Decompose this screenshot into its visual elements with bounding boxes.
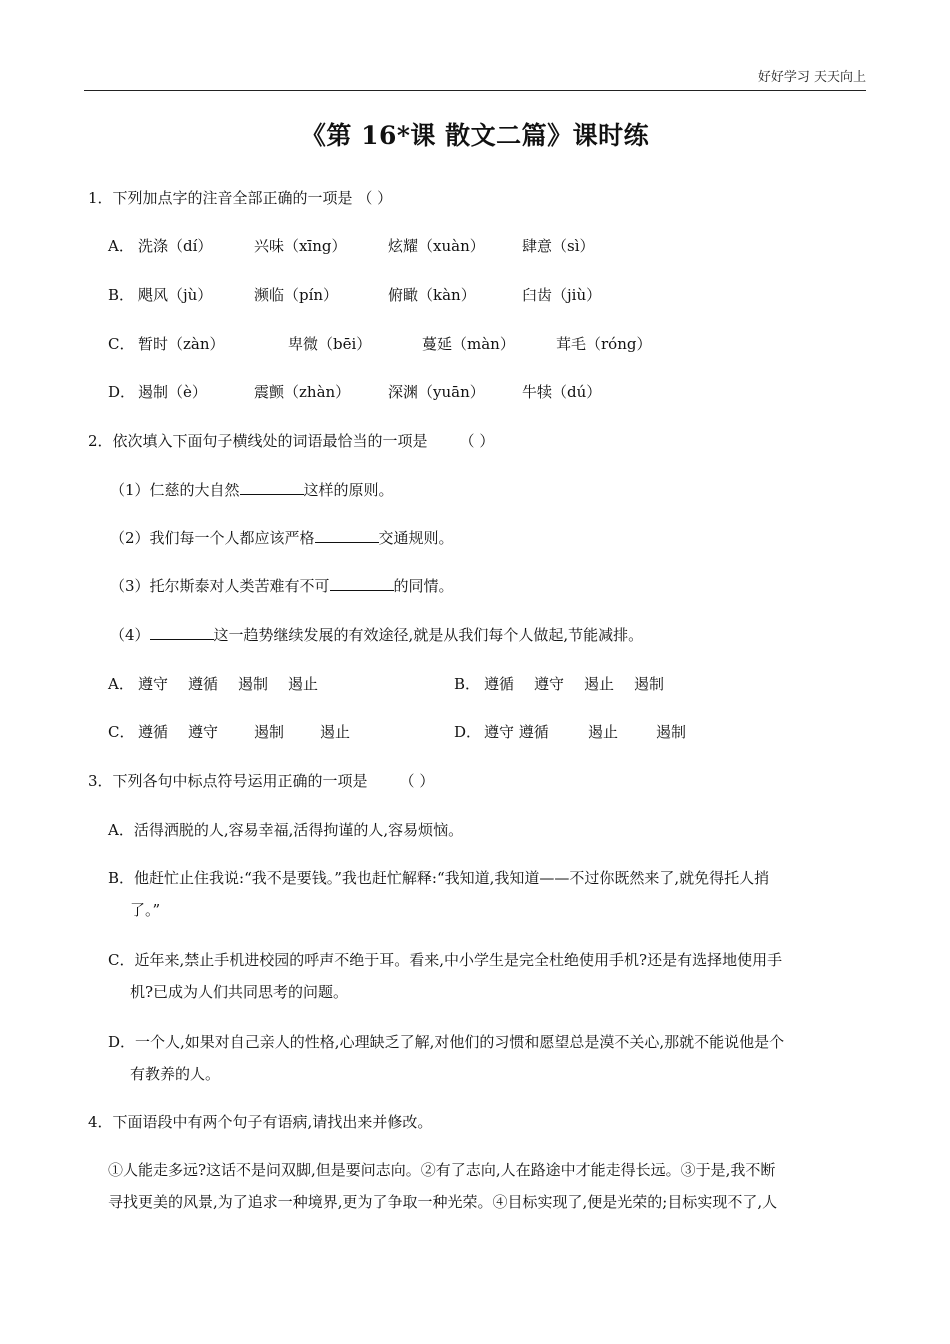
option-label: C． — [108, 951, 135, 969]
option-item: 遏止 — [584, 675, 615, 693]
option-label: B． — [454, 675, 481, 693]
option-item: 遵守 — [138, 675, 169, 693]
sentence-text: （1）仁慈的大自然 — [110, 481, 240, 499]
option-item: 深渊（yuān） — [388, 383, 485, 401]
option-item: 洗涤（dí） — [138, 237, 213, 255]
fill-blank — [330, 576, 394, 591]
option-text: 一个人,如果对自己亲人的性格,心理缺乏了解,对他们的习惯和愿望总是漠不关心,那就不能说他是个 — [135, 1033, 785, 1051]
q2-sentence-3 — [110, 576, 454, 596]
option-label: D． — [454, 723, 482, 741]
passage-line: 寻找更美的风景,为了追求一种境界,更为了争取一种光荣。④目标实现了,便是光荣的;目标实现不了,人 — [108, 1193, 778, 1211]
option-item: 遵循 — [484, 675, 515, 693]
option-label: B． — [108, 286, 135, 304]
option-text: 他赶忙止住我说:“我不是要钱。”我也赶忙解释:“我知道,我知道——不过你既然来了,就免得托人捎 — [134, 869, 770, 887]
option-text: 近年来,禁止手机进校园的呼声不绝于耳。看来,中小学生是完全杜绝使用手机?还是有选择地使用手 — [134, 951, 783, 969]
passage-line: ①人能走多远?这话不是问双脚,但是要问志向。②有了志向,人在路途中才能走得长远。③于是,我不断 — [108, 1161, 776, 1179]
option-item: 遏止 — [588, 723, 619, 741]
q1-stem: 1．下列加点字的注音全部正确的一项是 （ ） — [88, 189, 393, 207]
option-text-continued: 有教养的人。 — [130, 1065, 221, 1083]
option-item: 遏制 — [634, 675, 665, 693]
q4-stem: 4．下面语段中有两个句子有语病,请找出来并修改。 — [88, 1113, 433, 1131]
option-item: 遵守 遵循 — [484, 723, 549, 741]
option-label: C． — [108, 723, 135, 741]
option-item: 遏制 — [238, 675, 269, 693]
option-label: A． — [108, 821, 134, 839]
q3-stem-text: 3．下列各句中标点符号运用正确的一项是 — [88, 772, 368, 790]
fill-blank — [315, 528, 379, 543]
q2-sentence-1 — [110, 480, 394, 500]
sentence-text: 交通规则。 — [378, 529, 454, 547]
sentence-text: （2）我们每一个人都应该严格 — [110, 529, 315, 547]
option-label: D． — [108, 383, 136, 401]
option-item: 濒临（pín） — [254, 286, 339, 304]
sentence-text: （3）托尔斯泰对人类苦难有不可 — [110, 577, 330, 595]
header-rule — [84, 90, 866, 91]
q2-sentence-4 — [110, 625, 643, 645]
fill-blank — [150, 625, 214, 640]
answer-paren: （ ） — [459, 432, 495, 450]
answer-paren: （ ） — [399, 772, 435, 790]
option-item: 遵循 — [138, 723, 169, 741]
q2-stem-text: 2．依次填入下面句子横线处的词语最恰当的一项是 — [88, 432, 428, 450]
option-item: 震颤（zhàn） — [254, 383, 351, 401]
option-text-continued: 了。” — [130, 901, 161, 919]
option-item: 暂时（zàn） — [138, 335, 225, 353]
sentence-text: 这样的原则。 — [303, 481, 394, 499]
q2-sentence-2 — [110, 528, 454, 548]
q4-passage — [108, 1154, 866, 1218]
option-text: 活得洒脱的人,容易幸福,活得拘谨的人,容易烦恼。 — [133, 821, 464, 839]
q3-option-d — [108, 1026, 866, 1090]
option-item: 遏制（è） — [138, 383, 207, 401]
q3-option-b — [108, 862, 866, 926]
option-item: 卑微（bēi） — [288, 335, 372, 353]
option-item: 遏止 — [320, 723, 351, 741]
option-item: 炫耀（xuàn） — [388, 237, 485, 255]
option-item: 遏制 — [254, 723, 285, 741]
q3-option-c — [108, 944, 866, 1008]
sentence-text: 的同情。 — [393, 577, 454, 595]
option-label: B． — [108, 869, 135, 887]
option-item: 臼齿（jiù） — [522, 286, 602, 304]
option-item: 俯瞰（kàn） — [388, 286, 476, 304]
option-label: A． — [108, 675, 134, 693]
sentence-text: （4） — [110, 626, 150, 644]
document-title: 《第 16*课 散文二篇》课时练 — [300, 121, 650, 150]
option-item: 遏制 — [656, 723, 687, 741]
option-item: 遵循 — [188, 675, 219, 693]
fill-blank — [240, 480, 304, 495]
q3-stem — [88, 771, 434, 791]
option-item: 遏止 — [288, 675, 319, 693]
option-item: 肆意（sì） — [522, 237, 595, 255]
sentence-text: 这一趋势继续发展的有效途径,就是从我们每个人做起,节能减排。 — [213, 626, 644, 644]
q3-option-a — [108, 820, 463, 840]
option-item: 遵守 — [534, 675, 565, 693]
option-item: 遵守 — [188, 723, 219, 741]
option-item: 蔓延（màn） — [422, 335, 515, 353]
option-item: 牛犊（dú） — [522, 383, 602, 401]
option-text-continued: 机?已成为人们共同思考的问题。 — [130, 983, 349, 1001]
page-header: 好好学习 天天向上 — [757, 70, 866, 85]
option-item: 兴味（xīng） — [254, 237, 347, 255]
option-label: A． — [108, 237, 134, 255]
option-label: C． — [108, 335, 135, 353]
q2-stem — [88, 431, 494, 451]
option-label: D． — [108, 1033, 136, 1051]
option-item: 飓风（jù） — [138, 286, 213, 304]
option-item: 茸毛（róng） — [556, 335, 652, 353]
